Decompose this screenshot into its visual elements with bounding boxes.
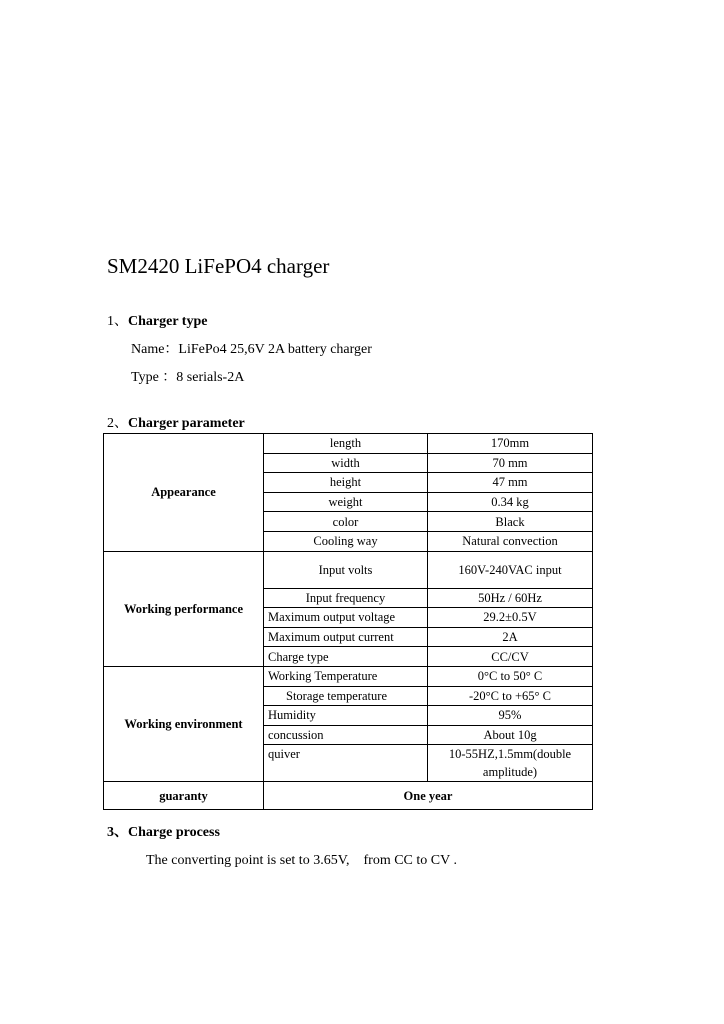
- table-row: [104, 434, 593, 454]
- param-value: 70 mm: [428, 453, 593, 473]
- param-value: Natural convection: [428, 531, 593, 551]
- param-value: About 10g: [428, 725, 593, 745]
- param-value: 2A: [428, 627, 593, 647]
- param-label: Input volts: [264, 551, 428, 588]
- table-row: [104, 666, 593, 686]
- section-heading-charger-type: [107, 310, 207, 330]
- group-label-performance: Working performance: [104, 551, 264, 666]
- page-title: SM2420 LiFePO4 charger: [107, 254, 330, 278]
- param-label: height: [264, 473, 428, 493]
- param-label: Working Temperature: [264, 666, 428, 686]
- param-label: weight: [264, 492, 428, 512]
- param-label: color: [264, 512, 428, 532]
- param-label: concussion: [264, 725, 428, 745]
- parameter-table: [103, 433, 593, 810]
- guaranty-label: guaranty: [104, 782, 264, 810]
- charger-type-line: Type ：8 serials-2A: [131, 370, 245, 385]
- param-value: -20°C to +65° C: [428, 686, 593, 706]
- param-label: Cooling way: [264, 531, 428, 551]
- param-label: Maximum output current: [264, 627, 428, 647]
- table-row: [104, 782, 593, 810]
- param-label: length: [264, 434, 428, 454]
- param-value: 170mm: [428, 434, 593, 454]
- param-label: Humidity: [264, 706, 428, 726]
- param-value: 10-55HZ,1.5mm(double amplitude): [428, 745, 593, 782]
- param-value: 50Hz / 60Hz: [428, 588, 593, 608]
- param-value: 0°C to 50° C: [428, 666, 593, 686]
- param-label: Maximum output voltage: [264, 608, 428, 628]
- param-label: width: [264, 453, 428, 473]
- param-value: 95%: [428, 706, 593, 726]
- section-number: 1、: [107, 314, 128, 329]
- param-value: CC/CV: [428, 647, 593, 667]
- group-label-environment: Working environment: [104, 666, 264, 781]
- section-number: 3、: [107, 825, 128, 840]
- section-heading-charge-process: [107, 821, 220, 841]
- section-title: Charger parameter: [128, 416, 245, 431]
- section-heading-charger-parameter: [107, 412, 245, 432]
- section-number: 2、: [107, 416, 128, 431]
- table-row: [104, 551, 593, 588]
- param-label: Charge type: [264, 647, 428, 667]
- param-label: quiver: [264, 745, 428, 782]
- group-label-appearance: Appearance: [104, 434, 264, 552]
- section-title: Charge process: [128, 825, 220, 840]
- param-value: 47 mm: [428, 473, 593, 493]
- section-title: Charger type: [128, 314, 208, 329]
- param-value: Black: [428, 512, 593, 532]
- param-value: 29.2±0.5V: [428, 608, 593, 628]
- guaranty-value: One year: [264, 782, 593, 810]
- charge-process-text: The converting point is set to 3.65V, from CC to CV .: [146, 853, 457, 868]
- param-value: 0.34 kg: [428, 492, 593, 512]
- param-value: 160V-240VAC input: [428, 551, 593, 588]
- charger-name-line: Name：LiFePo4 25,6V 2A battery charger: [131, 342, 372, 357]
- param-label: Input frequency: [264, 588, 428, 608]
- param-label: Storage temperature: [264, 686, 428, 706]
